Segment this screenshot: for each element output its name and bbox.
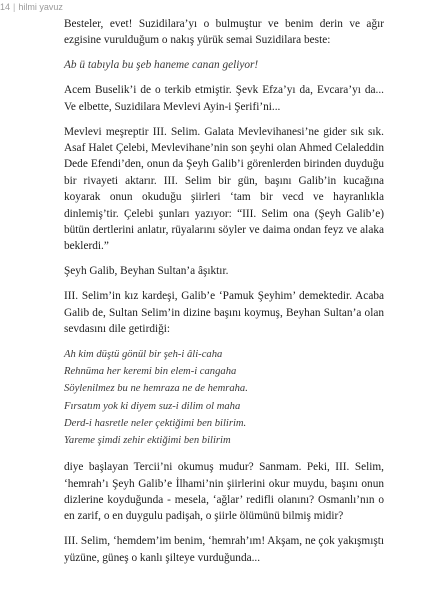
paragraph-5: III. Selim’in kız kardeşi, Galib’e ‘Pamuk Şeyhim’ demektedir. Acaba Galib de, Sultan Selim’in dizine başını koymuş, Beyhan Sultan’a olan sevdasını dile getirdiği: xyxy=(64,290,384,335)
body-text xyxy=(64,16,384,575)
verse-line: Fırsatım yok ki diyem suz-i dilim ol maha xyxy=(64,400,241,412)
verse-line: Rehnüma her keremi bin elem-i cangaha xyxy=(64,366,237,378)
verse-line: Yareme şimdi zehir ektiğimi ben bilirim xyxy=(64,434,231,446)
paragraph-3: Mevlevi meşreptir III. Selim. Galata Mevlevihanesi’ne gider sık sık. Asaf Halet Çelebi, Mevlevihane’nin son şeyhi olan Ahmed Celaleddin Dede Efendi’den, onun da Şeyh Galib’i görenlerden birinden duyduğu bir rivayeti aktarır. III. Selim bir gün, başını Galib’in kucağına koyarak onun okuduğu şiirleri ‘tam bir vecd ve hayranlıkla dinlemiş’tir. Çelebi şunları yazıyor: “III. Selim ona (Şeyh Galib’e) bütün dertlerini anlatır, rüyalarını söyler ve daima ondan feyz ve alaka beklerdi.” xyxy=(64,125,384,253)
running-head xyxy=(0,0,63,14)
paragraph-1: Besteler, evet! Suzidilara’yı o bulmuştur ve benim derin ve ağır ezgisine vurulduğum o nakış yürük semai Suzidilara beste: xyxy=(64,18,384,47)
header-separator: | xyxy=(13,2,16,12)
header-author: hilmi yavuz xyxy=(18,2,63,12)
verse-line: Ah kim düştü gönül bir şeh-i âli-caha xyxy=(64,348,223,360)
paragraph-2: Acem Buselik’i de o terkib etmiştir. Şevk Efza’yı da, Evcara’yı da... Ve elbette, Suzidilara Mevlevi Ayin-i Şerifi’ni... xyxy=(64,84,384,113)
verse-line: Derd-i hasretle neler çektiğimi ben bilirim. xyxy=(64,417,247,429)
quoted-line: Ab ü tabıyla bu şeb haneme canan geliyor! xyxy=(64,59,259,72)
paragraph-7: III. Selim, ‘hemdem’im benim, ‘hemrah’ım! Akşam, ne çok yakışmıştı yüzüne, güneş o kanlı şilteye vurduğunda... xyxy=(64,535,385,564)
verse-block xyxy=(64,346,384,449)
paragraph-6: diye başlayan Tercii’ni okumuş mudur? Sanmam. Peki, III. Selim, ‘hemrah’ı Şeyh Galib’e İlhami’nin şiirlerini okur muydu, başını onun dizlerine koyduğunda - mesela, ‘ağlar’ redifli olanını? Osmanlı’nın o en zarif, o en duygulu padişah, o şiirle ölümünü bilmiş midir? xyxy=(64,461,384,523)
page-number: 14 xyxy=(0,2,11,12)
verse-line: Söylenilmez bu ne hemraza ne de hemraha. xyxy=(64,383,248,395)
paragraph-4: Şeyh Galib, Beyhan Sultan’a âşıktır. xyxy=(64,265,229,278)
